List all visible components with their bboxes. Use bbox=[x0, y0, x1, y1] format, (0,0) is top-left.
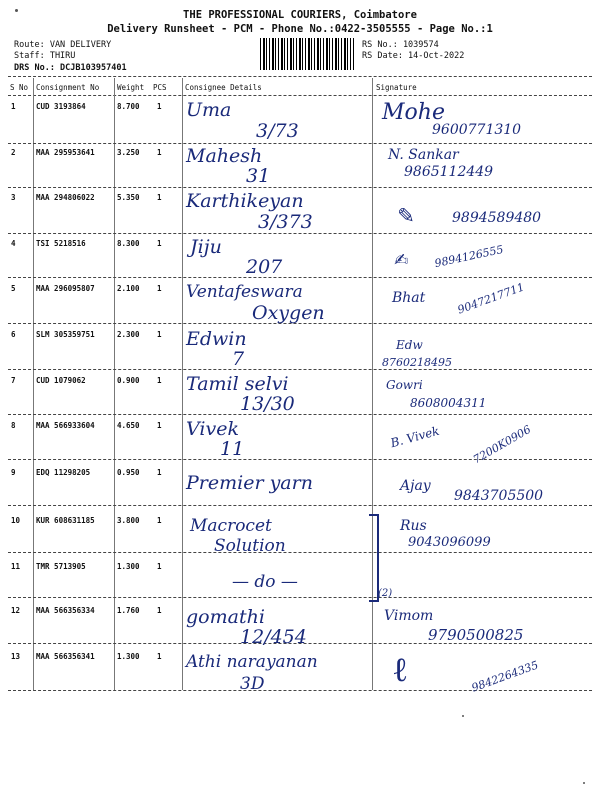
consignee-name: Premier yarn bbox=[186, 472, 313, 494]
row-divider bbox=[8, 187, 592, 188]
row-divider bbox=[8, 505, 592, 506]
consignee-name: Athi narayanan bbox=[186, 652, 318, 672]
row-consignment: CUD 1079062 bbox=[36, 376, 86, 385]
consignee-detail: Solution bbox=[214, 536, 286, 556]
consignee-name: Macrocet bbox=[190, 516, 272, 536]
consignee-detail: 13/30 bbox=[240, 393, 295, 415]
barcode bbox=[260, 38, 354, 70]
signature-phone: 9043096099 bbox=[408, 535, 491, 550]
row-pcs: 1 bbox=[157, 330, 162, 339]
signature: Bhat bbox=[392, 290, 426, 306]
signature: Gowri bbox=[386, 378, 423, 392]
consignee-name: Tamil selvi bbox=[186, 373, 289, 395]
row-divider bbox=[8, 143, 592, 144]
row-consignment: MAA 296095807 bbox=[36, 284, 95, 293]
row-sno: 3 bbox=[11, 193, 16, 202]
consignee-detail: Oxygen bbox=[252, 302, 325, 324]
row-weight: 4.650 bbox=[117, 421, 140, 430]
row-sno: 12 bbox=[11, 606, 21, 615]
row-weight: 2.100 bbox=[117, 284, 140, 293]
signature: Rus bbox=[400, 518, 427, 534]
consignee-name: Karthikeyan bbox=[186, 190, 304, 212]
signature-phone: 9842264335 bbox=[469, 658, 541, 695]
consignee-name: Uma bbox=[186, 99, 232, 121]
scan-speck bbox=[583, 782, 585, 784]
row-weight: 3.800 bbox=[117, 516, 140, 525]
signature-phone: 9843705500 bbox=[454, 488, 544, 504]
signature-phone: 9790500825 bbox=[428, 626, 524, 644]
consignee-name: gomathi bbox=[186, 606, 265, 628]
rs-number: RS No.: 1039574 bbox=[362, 40, 439, 50]
row-consignment: SLM 305359751 bbox=[36, 330, 95, 339]
consignee-detail: 11 bbox=[220, 438, 245, 460]
col-header-signature: Signature bbox=[376, 83, 417, 92]
row-weight: 1.760 bbox=[117, 606, 140, 615]
row-weight: 8.700 bbox=[117, 102, 140, 111]
row-sno: 13 bbox=[11, 652, 21, 661]
consignee-detail: 207 bbox=[246, 256, 283, 278]
row-divider bbox=[8, 459, 592, 460]
row-divider bbox=[8, 690, 592, 691]
divider bbox=[8, 95, 592, 96]
row-sno: 10 bbox=[11, 516, 21, 525]
signature-phone: 9600771310 bbox=[432, 122, 522, 138]
row-sno: 11 bbox=[11, 562, 21, 571]
rs-date: RS Date: 14-Oct-2022 bbox=[362, 51, 465, 61]
signature: Mohe bbox=[382, 100, 445, 125]
consignee-name: Ventafeswara bbox=[186, 282, 303, 302]
row-sno: 8 bbox=[11, 421, 16, 430]
column-line bbox=[33, 78, 34, 690]
row-consignment: MAA 566933604 bbox=[36, 421, 95, 430]
drs-number: DRS No.: DCJB103957401 bbox=[14, 63, 127, 73]
row-weight: 1.300 bbox=[117, 652, 140, 661]
col-header-weight: Weight bbox=[117, 83, 145, 92]
consignee-name: Edwin bbox=[186, 328, 247, 350]
row-sno: 9 bbox=[11, 468, 16, 477]
signature: Vimom bbox=[384, 608, 434, 624]
staff-label: Staff: THIRU bbox=[14, 51, 76, 61]
row-divider bbox=[8, 414, 592, 415]
consignee-detail: 3D bbox=[240, 674, 265, 694]
signature-scribble-icon: ✎ bbox=[398, 200, 414, 230]
row-weight: 1.300 bbox=[117, 562, 140, 571]
signature-phone: 8760218495 bbox=[382, 356, 452, 369]
row-pcs: 1 bbox=[157, 562, 162, 571]
signature-phone: 7200K0906 bbox=[471, 422, 534, 467]
consignee-name: Mahesh bbox=[186, 145, 263, 167]
row-pcs: 1 bbox=[157, 421, 162, 430]
row-pcs: 1 bbox=[157, 652, 162, 661]
row-pcs: 1 bbox=[157, 148, 162, 157]
divider bbox=[8, 76, 592, 77]
signature-phone: 9047217711 bbox=[455, 280, 527, 317]
page-title: THE PROFESSIONAL COURIERS, Coimbatore bbox=[183, 9, 417, 21]
row-weight: 0.950 bbox=[117, 468, 140, 477]
consignee-name: Vivek bbox=[186, 418, 239, 440]
row-divider bbox=[8, 277, 592, 278]
consignee-detail: 3/73 bbox=[256, 120, 299, 142]
consignee-detail: — do — bbox=[232, 572, 298, 592]
signature-phone: 9865112449 bbox=[404, 164, 494, 180]
signature: N. Sankar bbox=[388, 147, 459, 163]
row-divider bbox=[8, 369, 592, 370]
row-pcs: 1 bbox=[157, 193, 162, 202]
row-weight: 2.300 bbox=[117, 330, 140, 339]
signature-scribble-icon: ℓ bbox=[392, 650, 409, 690]
col-header-consignee: Consignee Details bbox=[185, 83, 262, 92]
row-weight: 3.250 bbox=[117, 148, 140, 157]
row-consignment: MAA 566356334 bbox=[36, 606, 95, 615]
signature: Ajay bbox=[400, 478, 431, 494]
row-consignment: MAA 566356341 bbox=[36, 652, 95, 661]
signature-phone: 8608004311 bbox=[410, 396, 487, 410]
row-consignment: TSI 5218516 bbox=[36, 239, 86, 248]
scan-speck bbox=[462, 715, 464, 717]
row-pcs: 1 bbox=[157, 102, 162, 111]
column-line bbox=[114, 78, 115, 690]
signature: B. Vivek bbox=[389, 423, 441, 451]
row-pcs: 1 bbox=[157, 606, 162, 615]
row-consignment: MAA 294806022 bbox=[36, 193, 95, 202]
signature: Edw bbox=[396, 338, 423, 352]
signature-scribble-icon: ✍ bbox=[394, 244, 409, 272]
row-consignment: KUR 608631185 bbox=[36, 516, 95, 525]
row-sno: 1 bbox=[11, 102, 16, 111]
row-sno: 5 bbox=[11, 284, 16, 293]
scan-speck bbox=[15, 9, 18, 12]
row-weight: 5.350 bbox=[117, 193, 140, 202]
row-pcs: 1 bbox=[157, 376, 162, 385]
consignee-detail: 3/373 bbox=[258, 211, 313, 233]
col-header-consignment: Consignment No bbox=[36, 83, 100, 92]
signature-phone: 9894589480 bbox=[452, 210, 542, 226]
row-divider bbox=[8, 552, 592, 553]
row-sno: 6 bbox=[11, 330, 16, 339]
row-weight: 0.900 bbox=[117, 376, 140, 385]
row-sno: 4 bbox=[11, 239, 16, 248]
row-consignment: CUD 3193864 bbox=[36, 102, 86, 111]
consignee-detail: 7 bbox=[232, 348, 245, 370]
signature-phone: 9894126555 bbox=[433, 242, 505, 271]
row-pcs: 1 bbox=[157, 239, 162, 248]
consignee-name: Jiju bbox=[190, 236, 222, 258]
row-sno: 7 bbox=[11, 376, 16, 385]
route-label: Route: VAN DELIVERY bbox=[14, 40, 112, 50]
row-divider bbox=[8, 233, 592, 234]
column-line bbox=[182, 78, 183, 690]
row-divider bbox=[8, 597, 592, 598]
col-header-sno: S No bbox=[10, 83, 29, 92]
consignee-detail: 12/454 bbox=[240, 626, 307, 648]
page-subtitle: Delivery Runsheet - PCM - Phone No.:0422-3505555 - Page No.:1 bbox=[107, 23, 493, 35]
signature-mark: (2) bbox=[378, 588, 393, 599]
row-sno: 2 bbox=[11, 148, 16, 157]
row-consignment: TMR 5713905 bbox=[36, 562, 86, 571]
row-pcs: 1 bbox=[157, 516, 162, 525]
consignee-detail: 31 bbox=[246, 165, 271, 187]
row-consignment: EDQ 11298205 bbox=[36, 468, 91, 477]
row-consignment: MAA 295953641 bbox=[36, 148, 95, 157]
row-pcs: 1 bbox=[157, 284, 162, 293]
col-header-pcs: PCS bbox=[153, 83, 167, 92]
row-weight: 8.300 bbox=[117, 239, 140, 248]
row-pcs: 1 bbox=[157, 468, 162, 477]
